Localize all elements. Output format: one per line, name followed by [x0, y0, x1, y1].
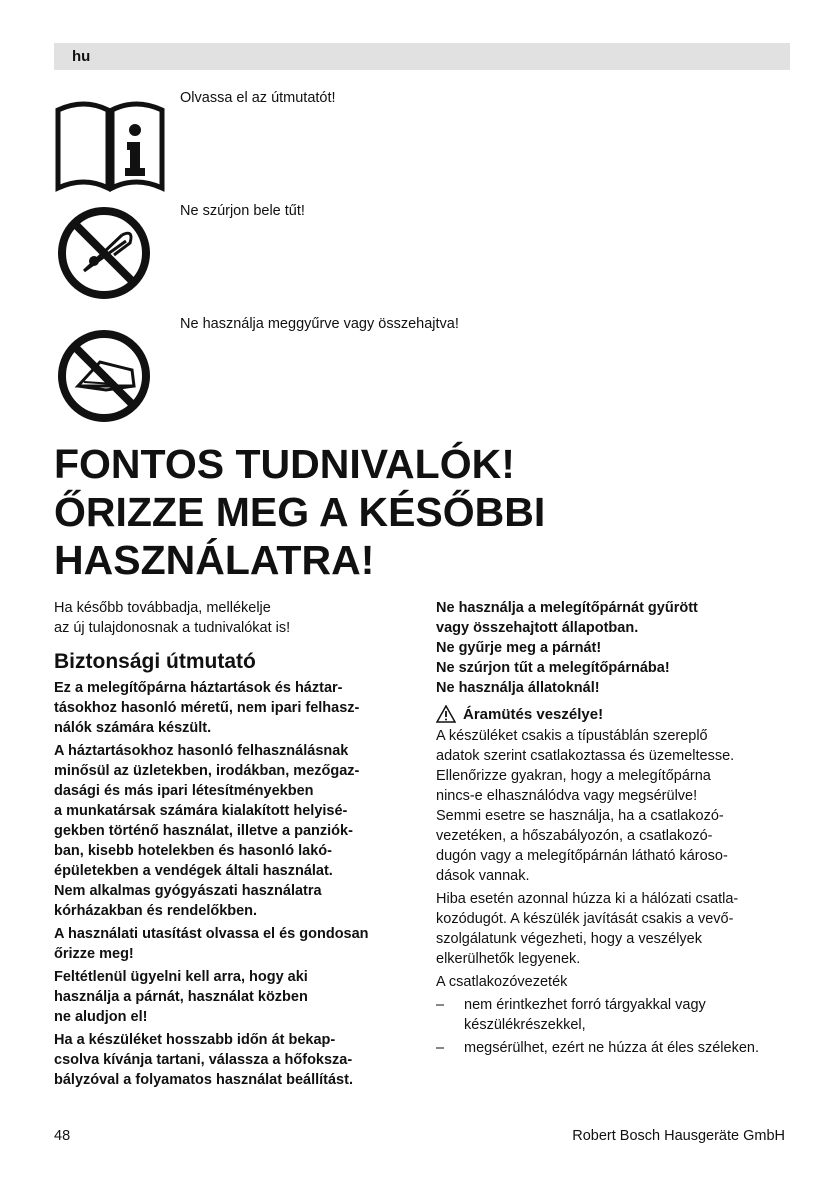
warning-title: Áramütés veszélye! [463, 705, 604, 723]
warning-paragraph: A készüléket csakis a típustáblán szereplő adatok szerint csatlakoztassa és üzemeltesse. Ellenőrizze gyakran, hogy a melegítőpárna nincs-e elhasználódva vagy megsérülve! Semmi esetre se használja, ha a csatlakozó- vezetéken, a hőszabályozón, a csatlakozó- dugón vagy a melegítőpárnán látható károso- dások vannak. [436, 728, 735, 884]
no-pins-icon [54, 205, 158, 301]
headline [54, 440, 794, 584]
no-pins-text: Ne szúrjon bele tűt! [180, 203, 305, 219]
safety-paragraph: A háztartásokhoz hasonló felhasználásnak minősül az üzletekben, irodákban, mezőgaz- dasági és más ipari létesítményekben a munkatársak számára kialakított helyisé- gekben történő használat, illetve a panziók- ban, kisebb hotelekben és hasonló lakó- épületekben a vendégek általi használat. Nem alkalmas gyógyászati használatra kórházakban és rendelőkben. [54, 743, 360, 919]
warning-list-bold: Ne használja a melegítőpárnát gyűrött vagy összehajtott állapotban. Ne gyűrje meg a párnát! Ne szúrjon tűt a melegítőpárnába! Ne használja állatoknál! [436, 600, 698, 696]
headline-line: ŐRIZZE MEG A KÉSŐBBI [54, 489, 546, 535]
language-tag: hu [72, 48, 91, 65]
company-name: Robert Bosch Hausgeräte GmbH [572, 1128, 785, 1144]
list-item: – nem érintkezhet forró tárgyakkal vagy készülékrészekkel, [436, 997, 706, 1033]
right-column [436, 598, 796, 1058]
language-bar [54, 43, 790, 70]
read-manual-text: Olvassa el az útmutatót! [180, 90, 336, 106]
electric-shock-warning [436, 705, 796, 723]
warning-paragraph: Hiba esetén azonnal húzza ki a hálózati csatla- kozódugót. A készülék javítását csakis a vevő- szolgálatunk végezheti, hogy a veszélyek elkerülhetők legyenek. [436, 891, 739, 967]
no-folding-text: Ne használja meggyűrve vagy összehajtva! [180, 316, 459, 332]
page-number: 48 [54, 1128, 71, 1144]
safety-paragraph: A használati utasítást olvassa el és gondosan őrizze meg! [54, 926, 369, 962]
intro-text: Ha később továbbadja, mellékelje az új tulajdonosnak a tudnivalókat is! [54, 600, 291, 636]
warning-triangle-icon [436, 705, 456, 723]
warning-paragraph: A csatlakozóvezeték [436, 974, 568, 990]
safety-title: Biztonsági útmutató [54, 650, 256, 673]
no-folding-icon [54, 328, 158, 424]
safety-paragraph: Ez a melegítőpárna háztartások és háztar- tásokhoz hasonló méretű, nem ipari felhasz- nálók számára készült. [54, 680, 360, 736]
list-item: – megsérülhet, ezért ne húzza át éles széleken. [436, 1040, 759, 1056]
read-manual-icon [54, 96, 166, 192]
headline-line: FONTOS TUDNIVALÓK! [54, 441, 515, 487]
headline-line: HASZNÁLATRA! [54, 537, 375, 583]
left-column [54, 598, 419, 1093]
safety-paragraph: Feltétlenül ügyelni kell arra, hogy aki használja a párnát, használat közben ne aludjon el! [54, 969, 308, 1025]
safety-paragraph: Ha a készüléket hosszabb időn át bekap- csolva kívánja tartani, válassza a hőfoksza- bályzóval a folyamatos használat beállítást. [54, 1032, 353, 1088]
